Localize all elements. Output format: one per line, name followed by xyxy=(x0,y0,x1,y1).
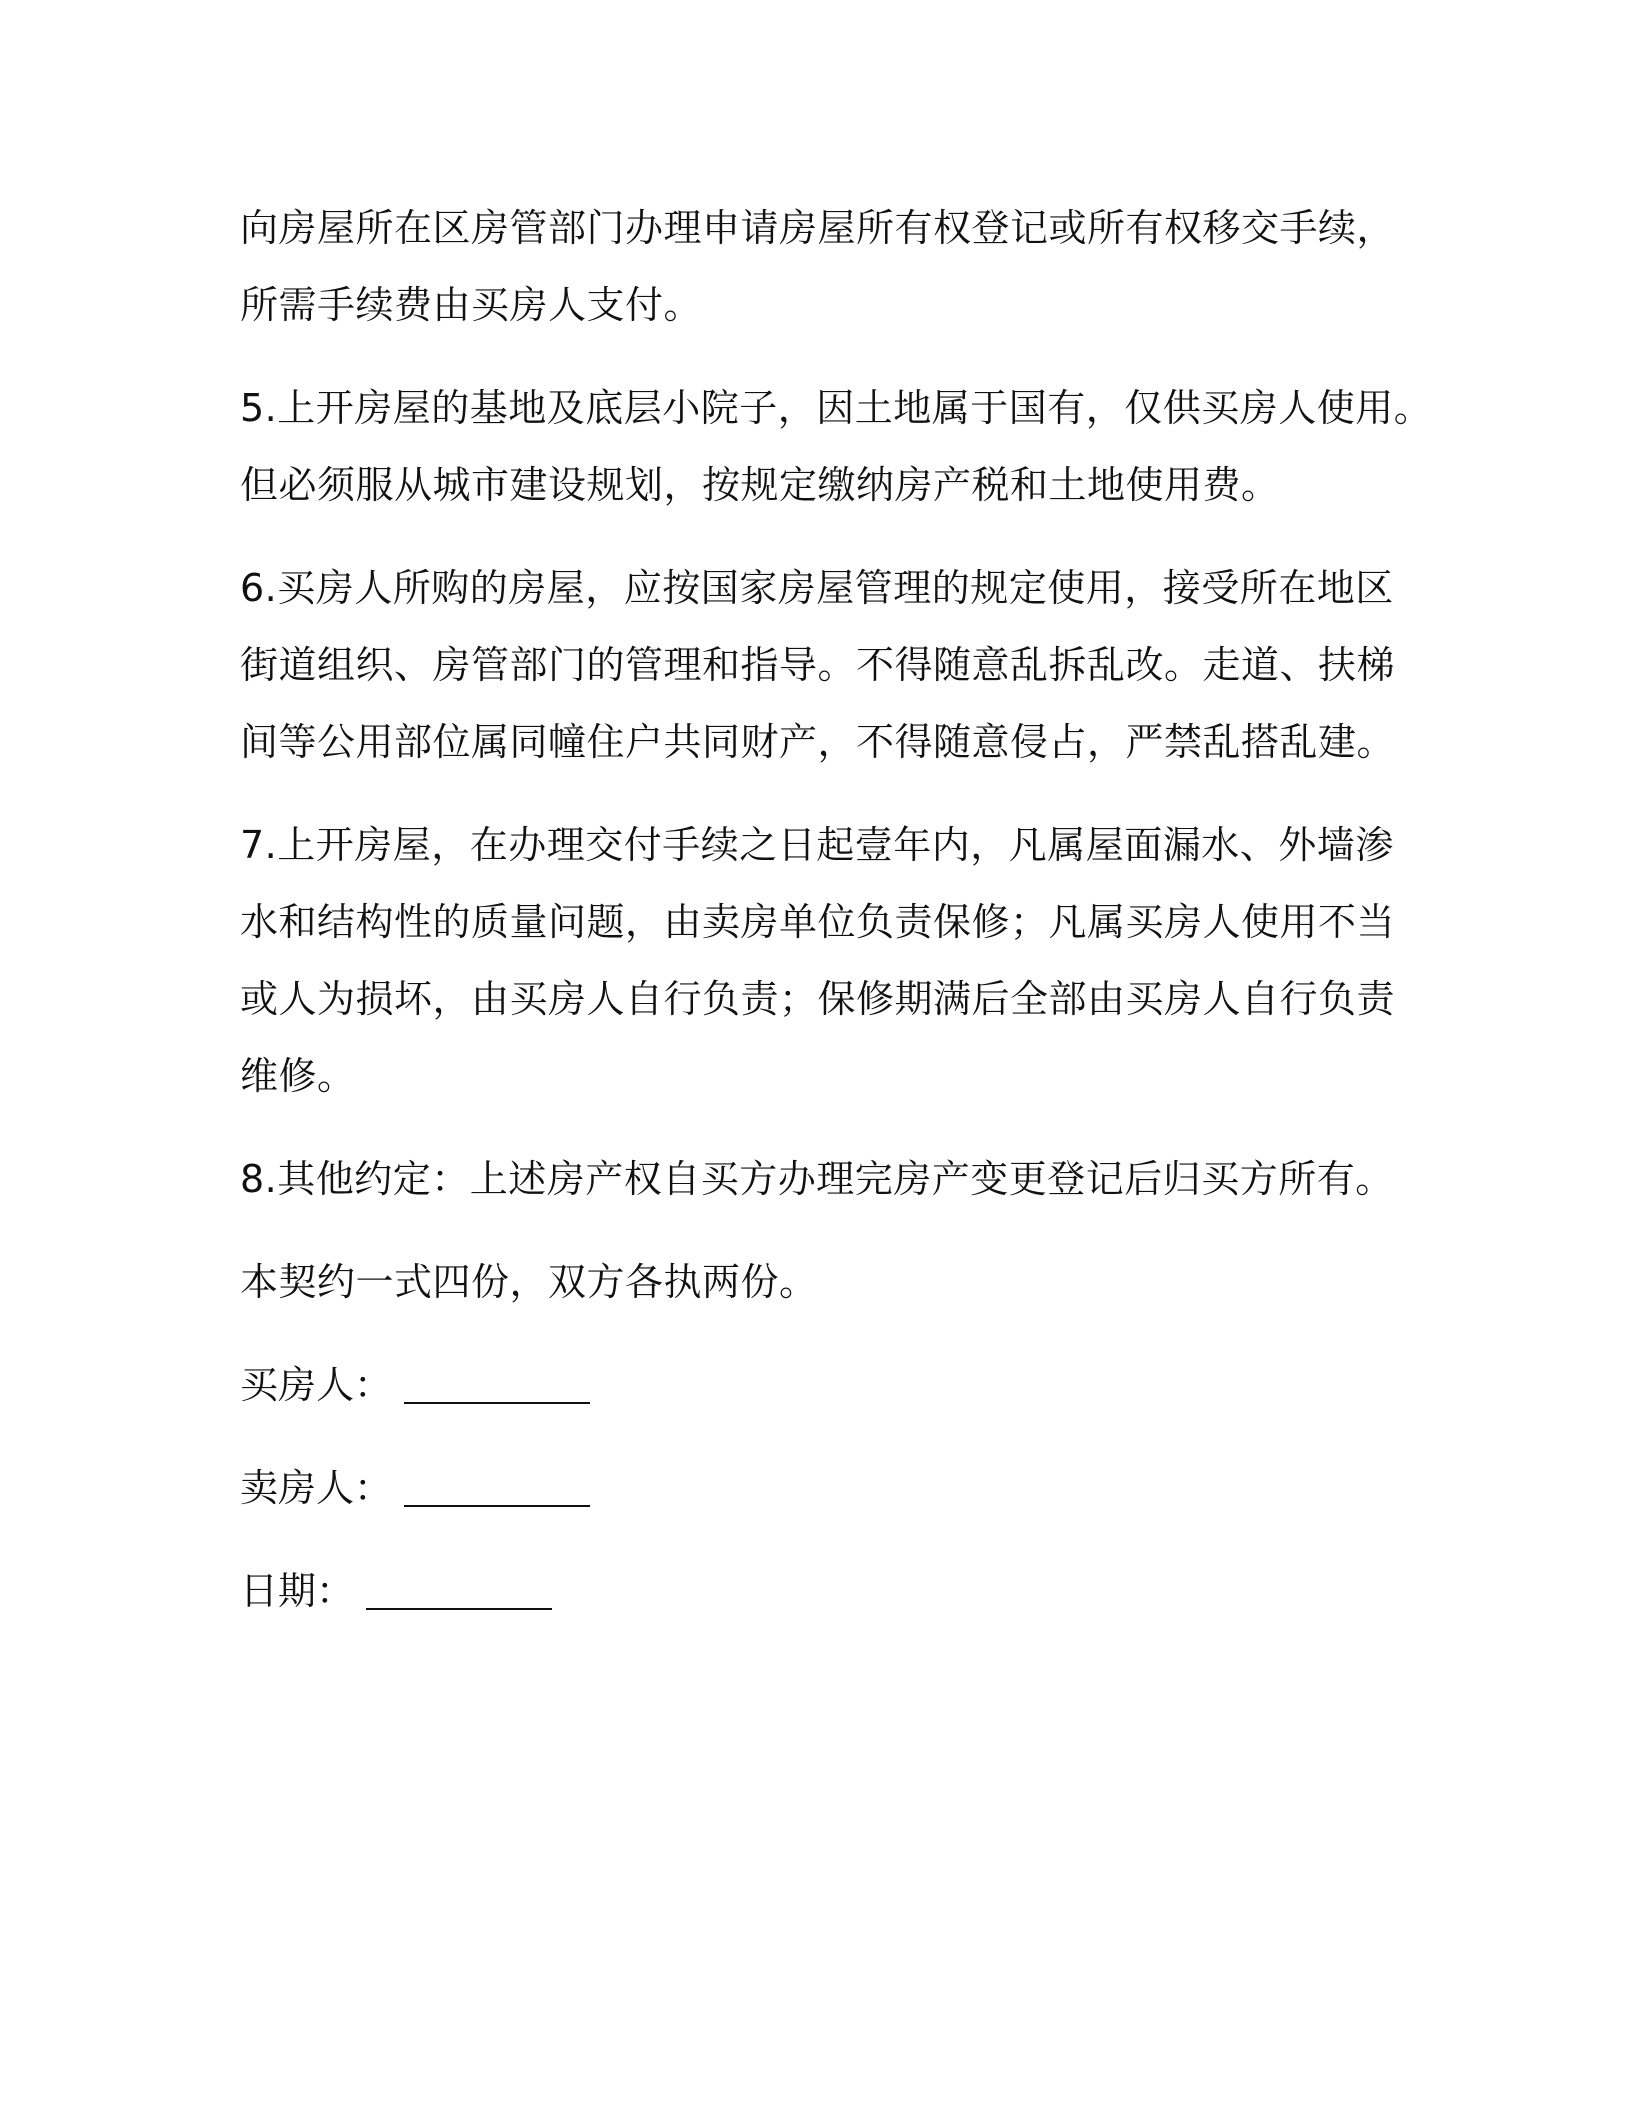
buyer-signature-row xyxy=(240,1347,1400,1424)
seller-signature-row xyxy=(240,1450,1400,1527)
date-label: 日期： xyxy=(240,1569,355,1613)
text-line: 所需手续费由买房人支付。 xyxy=(240,283,703,327)
text-line: 5.上开房屋的基地及底层小院子，因土地属于国有，仅供买房人使用。 xyxy=(240,386,1433,430)
text-line: 8.其他约定：上述房产权自买方办理完房产变更登记后归买方所有。 xyxy=(240,1157,1394,1201)
clause-7 xyxy=(240,807,1400,1115)
document-body xyxy=(240,190,1433,1656)
text-line: 本契约一式四份，双方各执两份。 xyxy=(240,1260,818,1304)
text-line: 间等公用部位属同幢住户共同财产，不得随意侵占，严禁乱搭乱建。 xyxy=(240,720,1396,764)
text-line: 街道组织、房管部门的管理和指导。不得随意乱拆乱改。走道、扶梯 xyxy=(240,643,1396,687)
seller-label: 卖房人： xyxy=(240,1466,393,1510)
paragraph-continuation xyxy=(240,190,1400,344)
buyer-label: 买房人： xyxy=(240,1363,393,1407)
text-line: 向房屋所在区房管部门办理申请房屋所有权登记或所有权移交手续， xyxy=(240,206,1396,250)
text-line: 或人为损坏，由买房人自行负责；保修期满后全部由买房人自行负责 xyxy=(240,977,1396,1021)
text-line: 6.买房人所购的房屋，应按国家房屋管理的规定使用，接受所在地区 xyxy=(240,566,1394,610)
text-line: 维修。 xyxy=(240,1054,356,1098)
copies-statement xyxy=(240,1244,1400,1321)
date-blank[interactable] xyxy=(366,1607,552,1610)
buyer-signature-blank[interactable] xyxy=(404,1401,590,1404)
clause-6 xyxy=(240,550,1400,781)
clause-8 xyxy=(240,1141,1400,1218)
date-row xyxy=(240,1553,1400,1630)
seller-signature-blank[interactable] xyxy=(404,1504,590,1507)
text-line: 但必须服从城市建设规划，按规定缴纳房产税和土地使用费。 xyxy=(240,463,1280,507)
text-line: 7.上开房屋，在办理交付手续之日起壹年内，凡属屋面漏水、外墙渗 xyxy=(240,823,1394,867)
clause-5 xyxy=(240,370,1433,524)
text-line: 水和结构性的质量问题，由卖房单位负责保修；凡属买房人使用不当 xyxy=(240,900,1396,944)
